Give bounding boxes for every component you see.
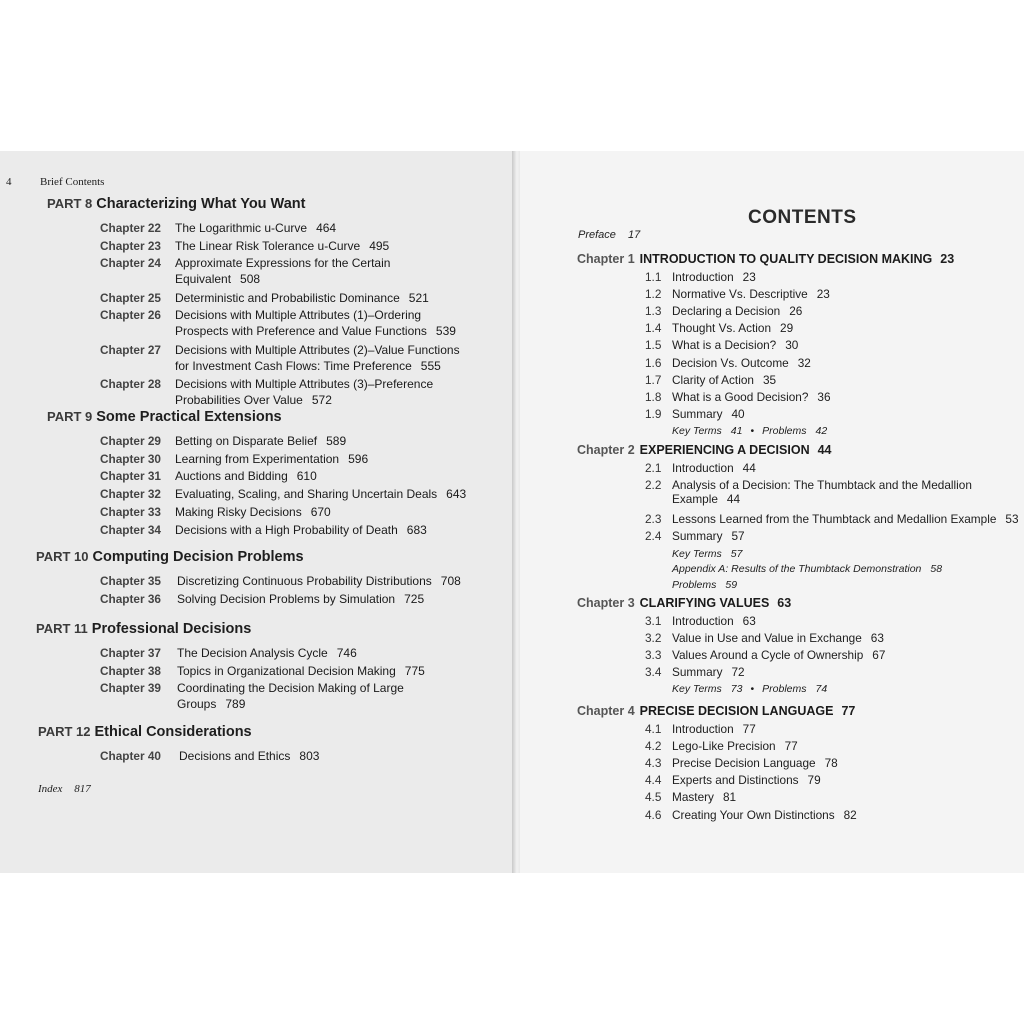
- chapter-title: [175, 433, 346, 449]
- section-title: [672, 648, 885, 662]
- extra-page: 59: [725, 578, 738, 591]
- section-title: [672, 321, 793, 335]
- part-number: PART 8: [47, 196, 93, 211]
- chapter-page: 683: [406, 522, 427, 537]
- section-page: 67: [872, 648, 886, 663]
- index-label: Index: [38, 783, 63, 795]
- section-page: 26: [789, 304, 803, 319]
- extra-label: Problems: [672, 578, 717, 591]
- chapter-title-line: Betting on Disparate Belief 589: [175, 434, 347, 448]
- section-number: 1.7: [645, 372, 662, 387]
- part-heading: [38, 724, 252, 740]
- chapter-page: 464: [316, 221, 337, 235]
- section-title-line: Introduction 77: [672, 722, 756, 736]
- chapter-page: 725: [404, 591, 425, 606]
- chapter-label: Chapter 4: [577, 704, 635, 718]
- section-title-line: Introduction 63: [672, 614, 756, 628]
- chapter-label: Chapter 3: [577, 596, 635, 610]
- chapter-heading: [577, 596, 791, 610]
- part-heading: [36, 549, 304, 565]
- chapter-title: [175, 342, 460, 374]
- chapter-title-line: The Logarithmic u-Curve 464: [175, 221, 337, 235]
- chapter-page: 23: [940, 252, 955, 266]
- section-title: [672, 478, 972, 506]
- part-number: PART 12: [38, 724, 91, 739]
- section-title: [672, 773, 821, 787]
- section-number: 1.6: [645, 355, 662, 370]
- part-number: PART 9: [47, 409, 93, 424]
- chapter-label: Chapter 31: [100, 469, 161, 484]
- section-page: 81: [722, 790, 737, 805]
- chapter-page: 596: [348, 451, 369, 466]
- right-page-contents: [520, 151, 1024, 873]
- section-page: 32: [797, 355, 811, 370]
- chapter-heading: [577, 252, 954, 266]
- chapter-extras-line: [672, 683, 827, 695]
- chapter-title: INTRODUCTION TO QUALITY DECISION MAKING: [639, 252, 933, 266]
- chapter-extras-line: [672, 563, 942, 575]
- chapter-title: [179, 748, 319, 764]
- chapter-title: [175, 220, 336, 236]
- chapter-heading: [577, 443, 832, 457]
- section-title-line: Creating Your Own Distinctions 82: [672, 807, 857, 822]
- section-number: 2.1: [645, 461, 662, 475]
- chapter-title: [175, 290, 429, 306]
- section-page: 29: [780, 321, 794, 336]
- chapter-page: 643: [446, 487, 467, 502]
- chapter-label: Chapter 38: [100, 663, 161, 678]
- extra-label: Problems: [762, 424, 807, 437]
- section-title-line: Declaring a Decision 26: [672, 304, 803, 319]
- chapter-page: 508: [240, 272, 261, 287]
- chapter-title-line: Decisions with Multiple Attributes (2)–Value Functions: [175, 342, 460, 357]
- section-title: [672, 390, 831, 404]
- section-page: 35: [762, 372, 777, 387]
- chapter-label: Chapter 29: [100, 434, 161, 448]
- section-title: [672, 356, 811, 370]
- section-title: [672, 270, 756, 284]
- section-page: 44: [726, 492, 741, 507]
- section-title-line: Mastery 81: [672, 790, 737, 805]
- chapter-label: Chapter 2: [577, 443, 635, 457]
- chapter-label: Chapter 22: [100, 221, 161, 235]
- section-number: 3.3: [645, 648, 662, 663]
- extra-page: 73: [730, 683, 743, 696]
- section-title: [672, 407, 745, 421]
- preface-label: Preface: [578, 229, 616, 241]
- section-title-line: Introduction 23: [672, 270, 756, 284]
- section-number: 2.4: [645, 529, 662, 544]
- section-number: 4.2: [645, 739, 662, 754]
- preface-page: 17: [627, 229, 641, 241]
- section-title: [672, 529, 745, 543]
- extra-page: 74: [815, 683, 828, 696]
- section-page: 44: [742, 461, 756, 475]
- section-title-line: Values Around a Cycle of Ownership 67: [672, 648, 886, 663]
- section-number: 4.4: [645, 773, 662, 788]
- section-page: 30: [785, 338, 799, 353]
- chapter-label: Chapter 26: [100, 308, 161, 323]
- chapter-title-line: The Linear Risk Tolerance u-Curve 495: [175, 238, 390, 253]
- chapter-label: Chapter 37: [100, 646, 161, 660]
- section-title-line: Summary 72: [672, 665, 745, 680]
- section-title: [672, 808, 857, 822]
- chapter-page: 746: [336, 646, 357, 660]
- section-number: 4.6: [645, 807, 662, 822]
- section-page: 40: [731, 406, 745, 421]
- extra-label: Problems: [762, 683, 807, 696]
- section-title-line: Thought Vs. Action 29: [672, 321, 794, 336]
- chapter-extras-line: [672, 579, 737, 591]
- chapter-page: 610: [296, 469, 317, 484]
- chapter-title-line: Decisions with Multiple Attributes (1)–Ordering: [175, 308, 422, 323]
- bullet-separator: •: [750, 424, 755, 437]
- chapter-extras-line: [672, 548, 742, 560]
- chapter-label: Chapter 28: [100, 376, 161, 391]
- chapter-label: Chapter 25: [100, 290, 161, 305]
- section-page: 63: [870, 631, 884, 646]
- section-page: 79: [807, 773, 821, 788]
- chapter-title-line: Evaluating, Scaling, and Sharing Uncertain Deals 643: [175, 487, 467, 502]
- section-page: 23: [816, 287, 830, 302]
- chapter-label: Chapter 33: [100, 504, 161, 519]
- section-title: [672, 739, 798, 753]
- chapter-page: 803: [299, 749, 320, 763]
- chapter-page: 708: [440, 574, 461, 588]
- chapter-label: Chapter 34: [100, 522, 161, 537]
- extra-label: Key Terms: [672, 424, 722, 437]
- extra-page: 58: [930, 563, 943, 575]
- chapter-title-line: Solving Decision Problems by Simulation 725: [177, 591, 425, 606]
- preface-entry: [578, 229, 640, 241]
- extra-page: 57: [730, 547, 743, 560]
- chapter-title: [175, 238, 389, 254]
- section-title: [672, 304, 802, 318]
- chapter-title-line: Making Risky Decisions 670: [175, 504, 331, 519]
- part-number: PART 11: [36, 621, 88, 636]
- chapter-title-line: Groups 789: [177, 697, 246, 712]
- chapter-title-line: Probabilities Over Value 572: [175, 392, 332, 407]
- chapter-title: [175, 522, 427, 538]
- chapter-title-line: Auctions and Bidding 610: [175, 469, 317, 484]
- chapter-extras-line: [672, 425, 827, 437]
- chapter-title: [177, 573, 461, 589]
- index-page: 817: [74, 783, 91, 795]
- section-page: 53: [1005, 512, 1019, 527]
- section-title: [672, 373, 776, 387]
- part-number: PART 10: [36, 549, 89, 564]
- section-title: [672, 722, 756, 736]
- chapter-title: [177, 663, 425, 679]
- chapter-title-line: Learning from Experimentation 596: [175, 451, 369, 466]
- section-number: 3.4: [645, 665, 662, 680]
- section-title-line: What is a Good Decision? 36: [672, 389, 831, 404]
- chapter-title: [175, 451, 368, 467]
- chapter-title: [177, 680, 404, 712]
- chapter-label: Chapter 36: [100, 591, 161, 606]
- chapter-page: 775: [404, 663, 425, 678]
- part-title: Some Practical Extensions: [96, 409, 282, 425]
- section-number: 1.8: [645, 389, 662, 404]
- chapter-title-line: Coordinating the Decision Making of Large: [177, 681, 404, 696]
- chapter-page: 63: [777, 596, 792, 610]
- chapter-title: [175, 504, 331, 520]
- section-number: 3.2: [645, 631, 662, 646]
- part-heading: [47, 409, 282, 425]
- section-title: [672, 338, 798, 352]
- section-page: 77: [784, 739, 798, 754]
- chapter-page: 670: [310, 504, 331, 519]
- chapter-title: EXPERIENCING A DECISION: [639, 443, 810, 457]
- chapter-title: PRECISE DECISION LANGUAGE: [639, 704, 834, 718]
- section-page: 36: [817, 389, 831, 404]
- extra-label: Key Terms: [672, 683, 722, 696]
- chapter-title-line: Decisions and Ethics 803: [179, 749, 320, 763]
- section-title: [672, 287, 830, 301]
- extra-label: Appendix A: Results of the Thumbtack Demonstration: [672, 563, 922, 575]
- chapter-page: 789: [225, 697, 246, 712]
- chapter-title: CLARIFYING VALUES: [639, 596, 770, 610]
- chapter-label: Chapter 30: [100, 451, 161, 466]
- chapter-title-line: Equivalent 508: [175, 272, 261, 287]
- section-title-line: Lessons Learned from the Thumbtack and Medallion Example 53: [672, 512, 1019, 527]
- section-title: [672, 790, 736, 804]
- section-title-line: Normative Vs. Descriptive 23: [672, 287, 830, 302]
- book-gutter: [512, 151, 520, 873]
- chapter-page: 572: [311, 392, 332, 407]
- chapter-label: Chapter 35: [100, 574, 161, 588]
- chapter-page: 521: [408, 290, 429, 305]
- chapter-title: [177, 645, 357, 661]
- chapter-label: Chapter 27: [100, 342, 161, 357]
- chapter-title-line: Topics in Organizational Decision Making 775: [177, 663, 425, 678]
- chapter-title-line: Prospects with Preference and Value Functions 539: [175, 324, 456, 339]
- section-page: 78: [824, 756, 838, 771]
- section-number: 3.1: [645, 614, 662, 628]
- part-title: Characterizing What You Want: [96, 196, 306, 212]
- section-page: 72: [731, 665, 745, 680]
- chapter-label: Chapter 32: [100, 487, 161, 502]
- section-title-line: Example 44: [672, 492, 741, 507]
- section-page: 77: [742, 722, 756, 736]
- chapter-heading: [577, 704, 855, 718]
- chapter-page: 495: [369, 238, 390, 253]
- extra-page: 42: [815, 424, 828, 437]
- section-title-line: Clarity of Action 35: [672, 372, 777, 387]
- chapter-title: [175, 486, 466, 502]
- section-number: 4.1: [645, 722, 662, 736]
- section-number: 4.5: [645, 790, 662, 805]
- section-title-line: Introduction 44: [672, 461, 756, 475]
- chapter-title: [175, 255, 390, 287]
- index-entry: [38, 783, 91, 795]
- extra-page: 41: [730, 424, 743, 437]
- bullet-separator: •: [750, 683, 755, 696]
- chapter-page: 44: [817, 443, 832, 457]
- section-number: 2.2: [645, 478, 662, 493]
- section-page: 23: [742, 270, 756, 284]
- section-number: 1.9: [645, 406, 662, 421]
- section-title: [672, 614, 756, 628]
- section-title: [672, 512, 1019, 526]
- section-title: [672, 756, 838, 770]
- chapter-page: 589: [326, 434, 347, 448]
- chapter-title-line: Decisions with Multiple Attributes (3)–Preference: [175, 376, 434, 391]
- chapter-title-line: Discretizing Continuous Probability Distributions 708: [177, 574, 461, 588]
- chapter-title: [175, 376, 433, 408]
- section-page: 63: [742, 614, 756, 628]
- section-title: [672, 665, 745, 679]
- part-heading: [47, 196, 305, 212]
- section-title-line: Analysis of a Decision: The Thumbtack and the Medallion: [672, 478, 972, 493]
- chapter-title: [175, 307, 456, 339]
- section-page: 57: [731, 529, 745, 544]
- chapter-label: Chapter 39: [100, 681, 161, 696]
- section-number: 1.5: [645, 338, 662, 353]
- chapter-title-line: Approximate Expressions for the Certain: [175, 256, 391, 271]
- extra-label: Key Terms: [672, 547, 722, 560]
- running-header: Brief Contents: [40, 176, 105, 188]
- section-number: 2.3: [645, 512, 662, 527]
- section-title-line: Decision Vs. Outcome 32: [672, 355, 811, 370]
- chapter-title-line: Deterministic and Probabilistic Dominance 521: [175, 290, 429, 305]
- section-number: 4.3: [645, 756, 662, 771]
- section-title-line: Summary 57: [672, 529, 745, 544]
- chapter-title-line: for Investment Cash Flows: Time Preference 555: [175, 358, 441, 373]
- section-title-line: Lego-Like Precision 77: [672, 739, 798, 754]
- chapter-title-line: The Decision Analysis Cycle 746: [177, 646, 357, 660]
- chapter-page: 555: [420, 358, 441, 373]
- chapter-title: [175, 468, 317, 484]
- chapter-label: Chapter 1: [577, 252, 635, 266]
- section-title-line: Value in Use and Value in Exchange 63: [672, 631, 884, 646]
- section-title-line: What is a Decision? 30: [672, 338, 799, 353]
- section-title: [672, 461, 756, 475]
- left-page-brief-contents: [0, 151, 512, 873]
- contents-title: CONTENTS: [748, 207, 857, 228]
- section-title-line: Experts and Distinctions 79: [672, 773, 821, 788]
- section-number: 1.1: [645, 270, 662, 284]
- chapter-page: 539: [435, 324, 456, 339]
- part-title: Computing Decision Problems: [92, 549, 304, 565]
- chapter-label: Chapter 23: [100, 238, 161, 253]
- section-title: [672, 631, 884, 645]
- section-page: 82: [843, 807, 857, 822]
- chapter-label: Chapter 24: [100, 256, 161, 271]
- chapter-label: Chapter 40: [100, 749, 161, 763]
- section-number: 1.2: [645, 287, 662, 302]
- page-number: 4: [6, 176, 12, 188]
- chapter-page: 77: [841, 704, 856, 718]
- section-number: 1.3: [645, 304, 662, 319]
- part-title: Ethical Considerations: [94, 724, 252, 740]
- section-title-line: Precise Decision Language 78: [672, 756, 838, 771]
- section-title-line: Summary 40: [672, 406, 745, 421]
- section-number: 1.4: [645, 321, 662, 336]
- part-title: Professional Decisions: [91, 621, 252, 637]
- chapter-title: [177, 591, 424, 607]
- part-heading: [36, 621, 251, 637]
- chapter-title-line: Decisions with a High Probability of Death 683: [175, 522, 427, 537]
